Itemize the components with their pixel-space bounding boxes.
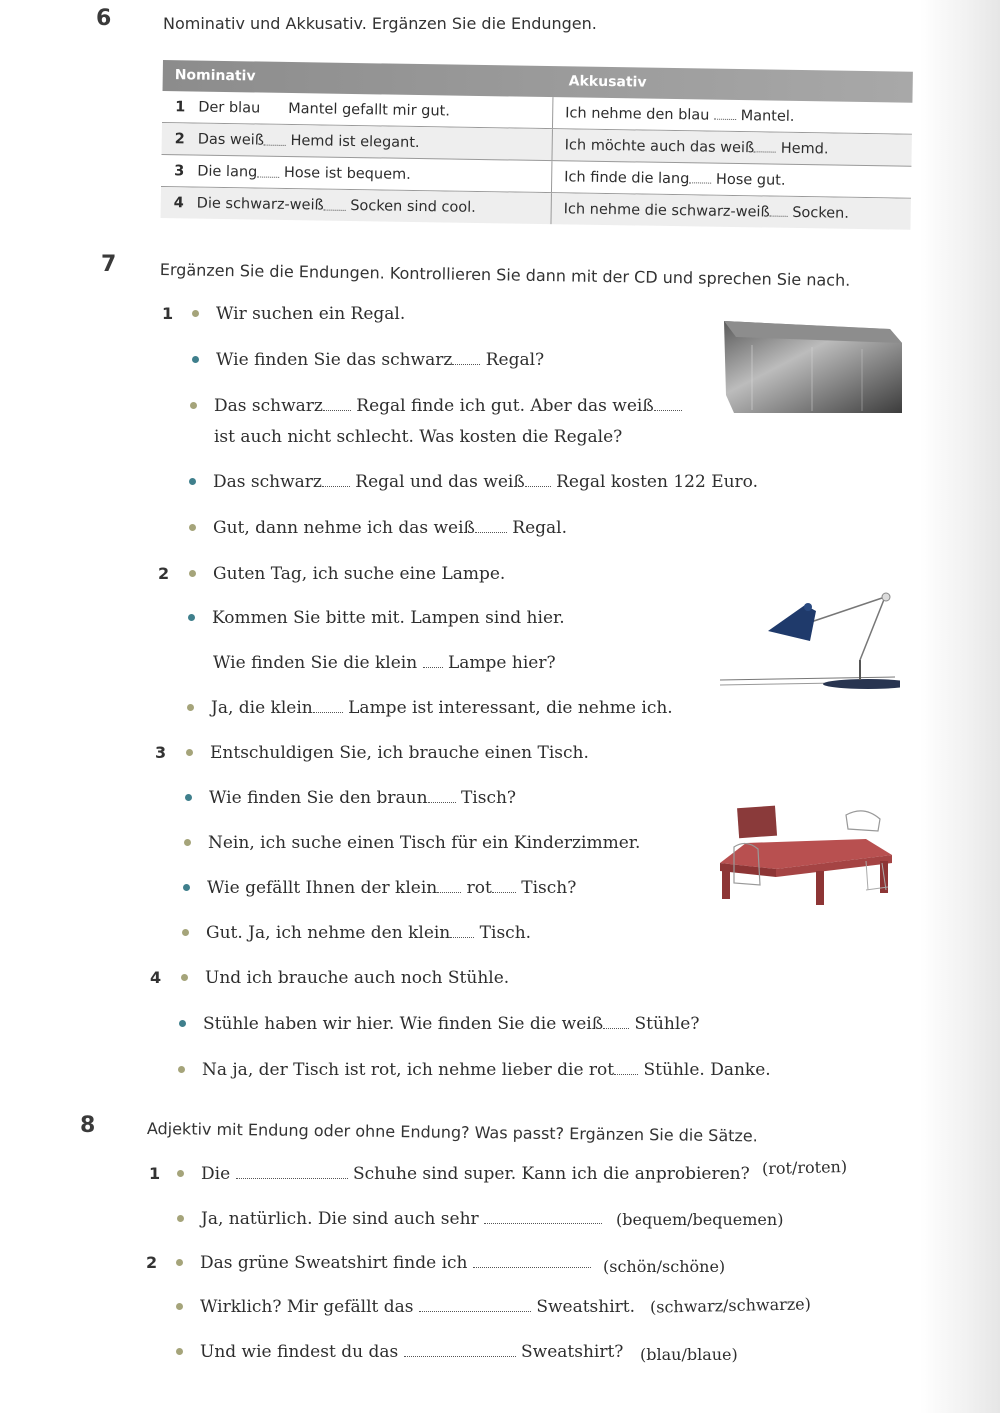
sentence: Regal kosten 122 Euro. xyxy=(556,472,759,492)
blank[interactable] xyxy=(313,702,343,713)
nom-text: Die schwarz-weiß xyxy=(196,195,324,214)
sentence: Tisch? xyxy=(460,788,517,808)
akk-text: Socken. xyxy=(792,204,850,222)
sentence: Wie finden Sie den braun xyxy=(209,788,428,808)
blank[interactable] xyxy=(714,108,736,119)
ex8-d2-hint2: (schwarz/schwarze) xyxy=(649,1294,812,1317)
blank[interactable] xyxy=(324,200,346,211)
speaker-bullet xyxy=(177,1170,184,1177)
sentence: Das grüne Sweatshirt finde ich xyxy=(200,1253,468,1273)
speaker-bullet xyxy=(189,570,196,577)
blank[interactable] xyxy=(257,166,279,177)
dialogue-number: 2 xyxy=(146,1253,158,1272)
sentence: Wie finden Sie das schwarz xyxy=(216,350,453,370)
ex7-d1-line1 xyxy=(162,304,406,324)
row-number: 1 xyxy=(175,98,186,115)
ex7-d3-line3 xyxy=(208,833,640,853)
sentence: Gut, dann nehme ich das weiß xyxy=(213,518,475,538)
blank[interactable] xyxy=(419,1301,531,1312)
sentence: Wie finden Sie die klein xyxy=(213,653,418,673)
sentence: Die xyxy=(201,1164,231,1184)
sentence: Ja, natürlich. Die sind auch sehr xyxy=(201,1209,479,1229)
speaker-bullet xyxy=(176,1348,183,1355)
blank[interactable] xyxy=(654,400,682,411)
blank[interactable] xyxy=(428,792,456,803)
ex8-d2-line3 xyxy=(200,1342,623,1362)
speaker-bullet xyxy=(184,839,191,846)
exercise-6-number: 6 xyxy=(96,6,112,31)
blank[interactable] xyxy=(260,103,288,113)
ex7-d1-line5 xyxy=(213,518,567,538)
blank[interactable] xyxy=(323,400,351,411)
header-nominativ: Nominativ xyxy=(174,67,256,85)
sentence: Tisch? xyxy=(521,878,577,898)
blank[interactable] xyxy=(603,1018,629,1029)
sentence: Und wie findest du das xyxy=(200,1342,399,1362)
ex8-d1-hint2: (bequem/bequemen) xyxy=(616,1210,784,1229)
blank[interactable] xyxy=(236,1168,348,1179)
sentence: Wir suchen ein Regal. xyxy=(216,304,406,324)
sentence: Gut. Ja, ich nehme den klein xyxy=(206,923,451,943)
blank[interactable] xyxy=(437,882,461,893)
ex7-d1-line3 xyxy=(214,396,682,416)
blank[interactable] xyxy=(754,141,776,152)
speaker-bullet xyxy=(176,1303,183,1310)
ex8-d1-line1 xyxy=(149,1164,750,1184)
akk-text: Mantel. xyxy=(740,107,795,125)
speaker-bullet xyxy=(189,524,196,531)
akk-text: Ich möchte auch das weiß xyxy=(564,136,755,156)
nom-text: Socken sind cool. xyxy=(350,197,476,216)
ex8-d2-hint1: (schön/schöne) xyxy=(603,1257,726,1276)
blank[interactable] xyxy=(450,927,474,938)
ex7-d4-line3 xyxy=(202,1060,771,1080)
sentence: Regal finde ich gut. Aber das weiß xyxy=(356,396,654,416)
sentence: Kommen Sie bitte mit. Lampen sind hier. xyxy=(212,608,565,628)
blank[interactable] xyxy=(404,1346,516,1357)
exercise-6-title: Nominativ und Akkusativ. Ergänzen Sie die Endungen. xyxy=(163,14,597,33)
ex7-d4-line1 xyxy=(150,968,510,988)
speaker-bullet xyxy=(181,974,188,981)
speaker-bullet xyxy=(192,356,199,363)
sentence: Wirklich? Mir gefällt das xyxy=(200,1297,414,1317)
sentence: Sweatshirt. xyxy=(536,1297,636,1317)
sentence: Regal. xyxy=(512,518,568,538)
ex7-d2-line3 xyxy=(213,653,556,673)
blank[interactable] xyxy=(525,476,551,487)
sentence: Guten Tag, ich suche eine Lampe. xyxy=(213,564,506,584)
sentence: Das schwarz xyxy=(213,472,322,492)
sentence: Lampe ist interessant, die nehme ich. xyxy=(348,698,673,718)
exercise-8-title: Adjektiv mit Endung oder ohne Endung? Was passt? Ergänzen Sie die Sätze. xyxy=(146,1119,758,1146)
ex7-d1-line3-cont xyxy=(214,427,622,447)
blank[interactable] xyxy=(475,522,507,533)
ex7-d2-line4 xyxy=(211,698,673,718)
dialogue-number: 1 xyxy=(162,304,174,323)
sentence: Stühle haben wir hier. Wie finden Sie die weiß xyxy=(203,1014,604,1034)
exercise-7-title: Ergänzen Sie die Endungen. Kontrollieren Sie dann mit der CD und sprechen Sie nach. xyxy=(159,260,851,290)
ex7-d4-line2 xyxy=(203,1014,700,1034)
speaker-bullet xyxy=(179,1020,186,1027)
blank[interactable] xyxy=(473,1257,591,1268)
nom-text: Hose ist bequem. xyxy=(283,164,411,183)
nom-text: Das weiß xyxy=(197,131,265,149)
blank[interactable] xyxy=(492,882,516,893)
header-akkusativ: Akkusativ xyxy=(568,73,647,91)
akk-text: Ich nehme den blau xyxy=(565,104,710,124)
blank[interactable] xyxy=(452,354,480,365)
blank[interactable] xyxy=(689,172,711,183)
ex8-d1-hint1: (rot/roten) xyxy=(761,1156,848,1179)
sentence: Schuhe sind super. Kann ich die anprobieren? xyxy=(352,1164,750,1184)
sentence: Und ich brauche auch noch Stühle. xyxy=(205,968,510,988)
lamp-illustration xyxy=(720,585,900,695)
ex7-d3-line1 xyxy=(155,743,589,763)
speaker-bullet xyxy=(178,1066,185,1073)
sentence: Entschuldigen Sie, ich brauche einen Tisch. xyxy=(210,743,589,763)
exercise-7-number: 7 xyxy=(101,252,117,277)
speaker-bullet xyxy=(187,704,194,711)
blank[interactable] xyxy=(322,476,350,487)
exercise-8-number: 8 xyxy=(80,1113,96,1138)
ex7-d3-line2 xyxy=(209,788,516,808)
speaker-bullet xyxy=(176,1259,183,1266)
nom-text: Mantel gefallt mir gut. xyxy=(288,100,451,120)
blank[interactable] xyxy=(770,205,788,216)
ex8-d2-hint3: (blau/blaue) xyxy=(640,1345,738,1364)
sentence: Tisch. xyxy=(479,923,532,943)
ex7-d2-line1 xyxy=(158,564,506,584)
speaker-bullet xyxy=(190,402,197,409)
page-edge-shadow xyxy=(920,0,1000,1413)
sentence: Stühle. Danke. xyxy=(643,1060,771,1080)
sentence: Nein, ich suche einen Tisch für ein Kinderzimmer. xyxy=(208,833,641,853)
dialogue-number: 4 xyxy=(150,968,162,987)
shelf-illustration xyxy=(722,315,904,415)
dialogue-number: 1 xyxy=(149,1164,161,1183)
ex7-d1-line4 xyxy=(213,472,758,492)
nom-text: Hemd ist elegant. xyxy=(290,132,420,151)
ex8-d1-line2 xyxy=(201,1209,602,1229)
exercise-6-table xyxy=(160,60,912,234)
sentence: ist auch nicht schlecht. Was kosten die Regale? xyxy=(214,427,623,447)
table-illustration xyxy=(716,805,896,910)
speaker-bullet xyxy=(186,749,193,756)
row-number: 4 xyxy=(173,194,184,211)
blank[interactable] xyxy=(423,657,443,668)
row-number: 3 xyxy=(174,162,185,179)
dialogue-number: 2 xyxy=(158,564,170,583)
sentence: Stühle? xyxy=(634,1014,700,1034)
ex8-d2-line2 xyxy=(200,1297,635,1317)
ex7-d3-line5 xyxy=(206,923,531,943)
speaker-bullet xyxy=(188,614,195,621)
sentence: Sweatshirt? xyxy=(521,1342,624,1362)
speaker-bullet xyxy=(177,1215,184,1222)
sentence: Ja, die klein xyxy=(211,698,313,718)
speaker-bullet xyxy=(185,794,192,801)
ex7-d2-line2 xyxy=(212,608,565,628)
ex7-d1-line2 xyxy=(216,350,544,370)
blank[interactable] xyxy=(484,1213,602,1224)
blank[interactable] xyxy=(264,135,286,146)
row-number: 2 xyxy=(174,130,185,147)
akk-text: Ich nehme die schwarz-weiß xyxy=(563,200,770,221)
akk-text: Ich finde die lang xyxy=(564,168,690,187)
sentence: Na ja, der Tisch ist rot, ich nehme lieber die rot xyxy=(202,1060,615,1080)
sentence: Lampe hier? xyxy=(448,653,556,673)
sentence: Das schwarz xyxy=(214,396,323,416)
speaker-bullet xyxy=(183,884,190,891)
akk-text: Hose gut. xyxy=(715,171,786,189)
akk-text: Hemd. xyxy=(780,140,829,157)
sentence: Wie gefällt Ihnen der klein xyxy=(207,878,438,898)
ex7-d3-line4 xyxy=(207,878,576,898)
nom-text: Die lang xyxy=(197,163,258,180)
speaker-bullet xyxy=(192,310,199,317)
sentence: rot xyxy=(466,878,492,898)
ex8-d2-line1 xyxy=(146,1253,591,1273)
nom-text: Der blau xyxy=(198,99,261,117)
sentence: Regal? xyxy=(485,350,545,370)
speaker-bullet xyxy=(182,929,189,936)
sentence: Regal und das weiß xyxy=(355,472,525,492)
dialogue-number: 3 xyxy=(155,743,167,762)
blank[interactable] xyxy=(614,1064,638,1075)
speaker-bullet xyxy=(189,478,196,485)
